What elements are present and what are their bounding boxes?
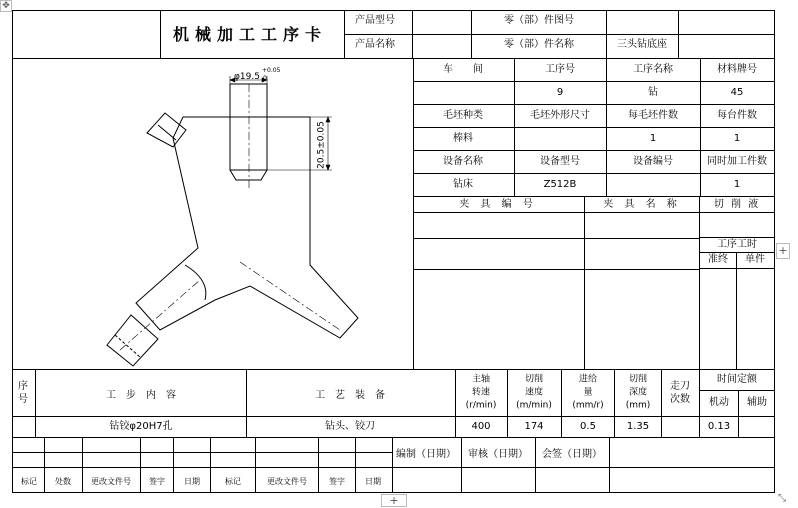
material-value: 45 — [730, 87, 744, 98]
unit-time-label: 单件 — [745, 254, 765, 265]
part-drawing — [13, 59, 413, 369]
dim-diameter-tol-upper: +0.05 — [262, 67, 281, 74]
step-content: 钻铰φ20H7孔 — [109, 421, 173, 432]
card-title: 机械加工工序卡 — [172, 25, 328, 44]
op-no-label: 工序号 — [545, 64, 575, 75]
op-name-value: 钻 — [648, 87, 658, 98]
spindle-speed-header: 主轴 转速 (r/min) — [465, 374, 497, 411]
aux-time-header: 辅助 — [747, 397, 767, 408]
add-column-button[interactable]: + — [776, 243, 790, 259]
threaded-stub — [107, 315, 158, 366]
rev-mark2-label: 标记 — [225, 477, 241, 486]
step-equipment-header: 工 艺 装 备 — [315, 390, 385, 401]
simultaneous-value: 1 — [733, 179, 741, 190]
part-name-label: 零（部）件名称 — [504, 39, 574, 50]
countersigned-label: 会签（日期） — [542, 449, 602, 460]
hole-outline — [230, 84, 267, 170]
op-no-value: 9 — [556, 87, 564, 98]
product-name-label: 产品名称 — [355, 39, 395, 50]
rev-sign-label: 签字 — [149, 477, 165, 486]
rev-count-label: 处数 — [55, 477, 71, 486]
reviewed-label: 审核（日期） — [468, 449, 528, 460]
product-model-label: 产品型号 — [355, 15, 395, 26]
rev-sign2-label: 签字 — [329, 477, 345, 486]
equip-name-label: 设备名称 — [443, 156, 483, 167]
step-equipment: 钻头、铰刀 — [325, 421, 375, 432]
equip-model-label: 设备型号 — [540, 156, 580, 167]
fixture-name-label: 夹 具 名 称 — [603, 199, 681, 210]
depth-header: 切削 深度 (mm) — [625, 374, 651, 411]
simultaneous-label: 同时加工件数 — [707, 156, 767, 167]
table-resize-handle[interactable]: ⤡ — [778, 493, 786, 504]
dim-diameter — [234, 73, 260, 82]
add-row-button[interactable]: + — [381, 494, 407, 507]
blank-type-value: 棒料 — [453, 133, 473, 144]
cutting-speed-header: 切削 速度 (m/min) — [516, 374, 552, 411]
process-time-label: 工序工时 — [717, 239, 757, 250]
blank-type-label: 毛坯种类 — [443, 110, 483, 121]
feed-header: 进给 量 (mm/r) — [572, 374, 604, 411]
material-label: 材料牌号 — [717, 64, 757, 75]
rev-date2-label: 日期 — [365, 477, 381, 486]
table-move-handle[interactable]: ✥ — [0, 0, 12, 12]
coolant-label: 切 削 液 — [713, 199, 761, 210]
time-quota-header: 时间定额 — [717, 374, 757, 385]
rev-mark-label: 标记 — [21, 477, 37, 486]
dim-diameter-tol-lower: 0 — [263, 75, 267, 82]
dim-depth: 20.5±0.05 — [316, 121, 327, 169]
passes-header: 走刀 次数 — [670, 381, 690, 405]
workshop-label: 车 间 — [443, 64, 483, 75]
op-name-label: 工序名称 — [633, 64, 673, 75]
step-spindle-speed: 400 — [471, 421, 491, 432]
per-unit-label: 每台件数 — [717, 110, 757, 121]
per-unit-value: 1 — [733, 133, 741, 144]
rev-date-label: 日期 — [184, 477, 200, 486]
step-cutting-speed: 174 — [524, 421, 544, 432]
per-blank-label: 每毛坯件数 — [628, 110, 678, 121]
seq-header: 序 号 — [18, 381, 28, 405]
fixture-no-label: 夹 具 编 号 — [459, 199, 537, 210]
rev-doc-label: 更改文件号 — [91, 477, 131, 486]
step-feed: 0.5 — [580, 421, 596, 432]
equip-name-value: 钻床 — [453, 179, 473, 190]
step-machine-time: 0.13 — [707, 421, 731, 432]
upper-arm — [147, 113, 186, 147]
compiled-label: 编制（日期） — [396, 449, 456, 460]
blank-size-label: 毛坯外形尺寸 — [530, 110, 590, 121]
equip-no-label: 设备编号 — [633, 156, 673, 167]
rev-doc2-label: 更改文件号 — [267, 477, 307, 486]
part-drawing-no-label: 零（部）件图号 — [504, 15, 574, 26]
step-depth: 1.35 — [626, 421, 650, 432]
equip-model-value: Z512B — [543, 179, 577, 190]
setup-time-label: 准终 — [708, 254, 728, 265]
step-content-header: 工 步 内 容 — [106, 390, 176, 401]
per-blank-value: 1 — [649, 133, 657, 144]
machine-time-header: 机动 — [709, 397, 729, 408]
part-name-value: 三头钻底座 — [617, 39, 667, 50]
dim-diameter-value: φ19.5 — [234, 72, 260, 82]
